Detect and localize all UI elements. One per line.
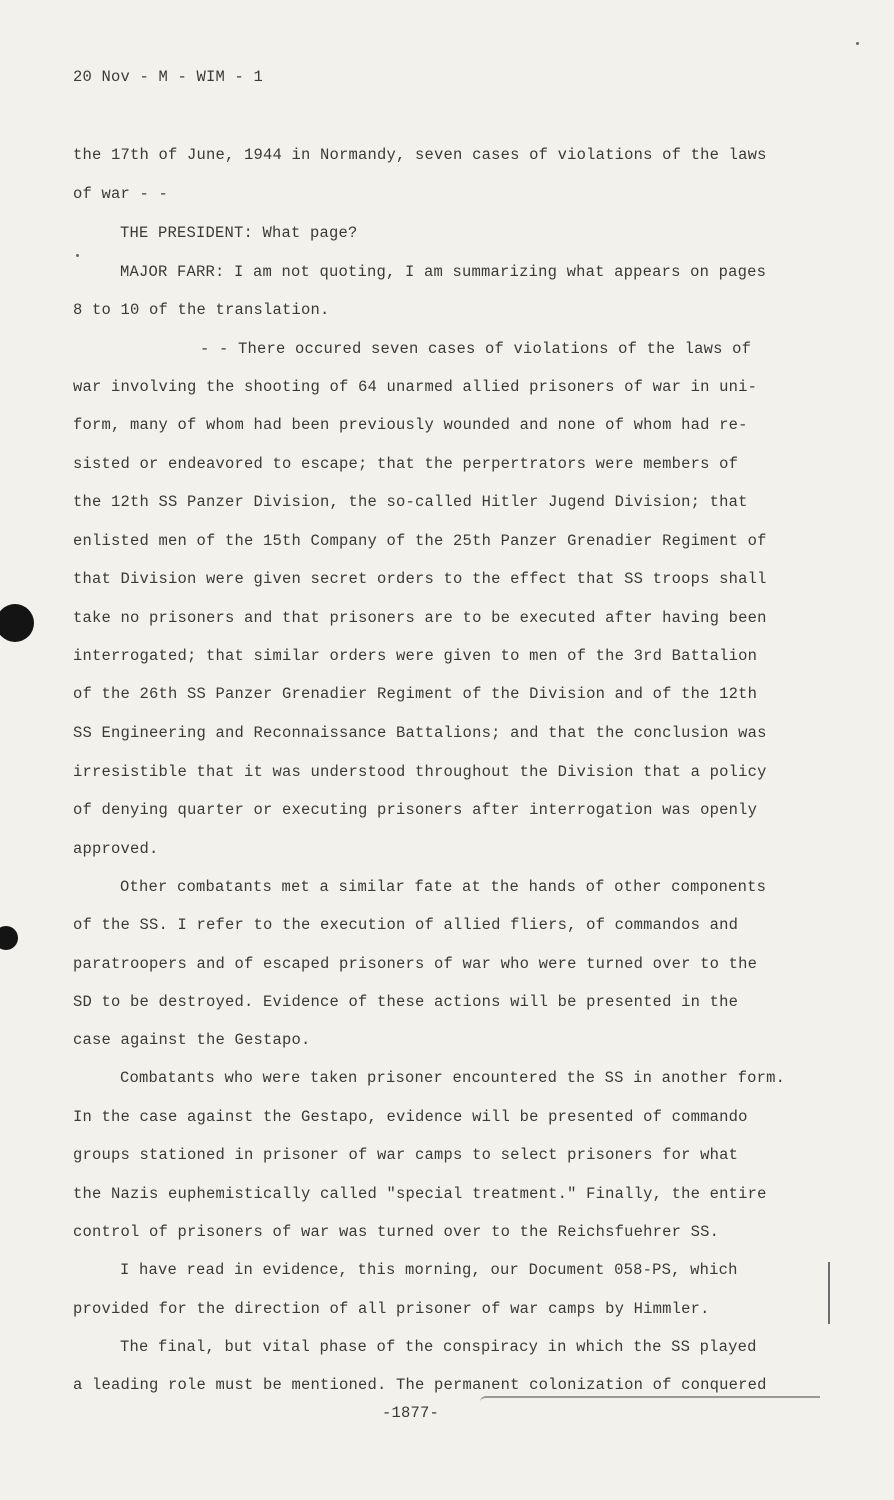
speaker-line: MAJOR FARR: I am not quoting, I am summarizing what appears on pages bbox=[120, 263, 767, 281]
paragraph-line: SS Engineering and Reconnaissance Battalions; and that the conclusion was bbox=[73, 724, 767, 742]
punch-hole-icon bbox=[0, 604, 34, 642]
paragraph-line: the 17th of June, 1944 in Normandy, seven cases of violations of the laws bbox=[73, 146, 767, 164]
page-number: -1877- bbox=[382, 1404, 440, 1422]
paragraph-line: irresistible that it was understood throughout the Division that a policy bbox=[73, 763, 767, 781]
paragraph-line: that Division were given secret orders to the effect that SS troops shall bbox=[73, 570, 767, 588]
paragraph-line: case against the Gestapo. bbox=[73, 1031, 311, 1049]
paragraph-line: groups stationed in prisoner of war camps to select prisoners for what bbox=[73, 1146, 739, 1164]
paragraph-line: I have read in evidence, this morning, our Document 058-PS, which bbox=[120, 1261, 738, 1279]
handwritten-underline bbox=[480, 1396, 820, 1406]
paragraph-line: the 12th SS Panzer Division, the so-called Hitler Jugend Division; that bbox=[73, 493, 748, 511]
paragraph-line: sisted or endeavored to escape; that the perpertrators were members of bbox=[73, 455, 739, 473]
paragraph-line: control of prisoners of war was turned over to the Reichsfuehrer SS. bbox=[73, 1223, 720, 1241]
paragraph-line: approved. bbox=[73, 840, 159, 858]
paragraph-line: In the case against the Gestapo, evidence will be presented of commando bbox=[73, 1108, 748, 1126]
paragraph-line: war involving the shooting of 64 unarmed allied prisoners of war in uni- bbox=[73, 378, 758, 396]
paragraph-line: SD to be destroyed. Evidence of these actions will be presented in the bbox=[73, 993, 739, 1011]
paragraph-line: 8 to 10 of the translation. bbox=[73, 301, 330, 319]
paragraph-line: paratroopers and of escaped prisoners of war who were turned over to the bbox=[73, 955, 758, 973]
speaker-line: THE PRESIDENT: What page? bbox=[120, 224, 358, 242]
paragraph-line: take no prisoners and that prisoners are to be executed after having been bbox=[73, 609, 767, 627]
punch-hole-icon bbox=[0, 926, 18, 950]
paragraph-line: - - There occured seven cases of violations of the laws of bbox=[200, 340, 752, 358]
paragraph-line: of denying quarter or executing prisoners after interrogation was openly bbox=[73, 801, 758, 819]
paragraph-line: of the 26th SS Panzer Grenadier Regiment of the Division and of the 12th bbox=[73, 685, 758, 703]
paragraph-line: Combatants who were taken prisoner encountered the SS in another form. bbox=[120, 1069, 786, 1087]
paragraph-line: form, many of whom had been previously wounded and none of whom had re- bbox=[73, 416, 748, 434]
paragraph-line: enlisted men of the 15th Company of the 25th Panzer Grenadier Regiment of bbox=[73, 532, 767, 550]
paragraph-line: the Nazis euphemistically called "special treatment." Finally, the entire bbox=[73, 1185, 767, 1203]
ink-speck bbox=[856, 42, 859, 45]
paragraph-line: of war - - bbox=[73, 185, 169, 203]
paragraph-line: The final, but vital phase of the conspiracy in which the SS played bbox=[120, 1338, 757, 1356]
ink-speck bbox=[76, 254, 79, 257]
paragraph-line: Other combatants met a similar fate at the hands of other components bbox=[120, 878, 767, 896]
paragraph-line: interrogated; that similar orders were given to men of the 3rd Battalion bbox=[73, 647, 758, 665]
paragraph-line: a leading role must be mentioned. The permanent colonization of conquered bbox=[73, 1376, 767, 1394]
page-header: 20 Nov - M - WIM - 1 bbox=[73, 68, 264, 86]
margin-mark bbox=[828, 1262, 830, 1324]
paragraph-line: of the SS. I refer to the execution of allied fliers, of commandos and bbox=[73, 916, 739, 934]
paragraph-line: provided for the direction of all prisoner of war camps by Himmler. bbox=[73, 1300, 710, 1318]
